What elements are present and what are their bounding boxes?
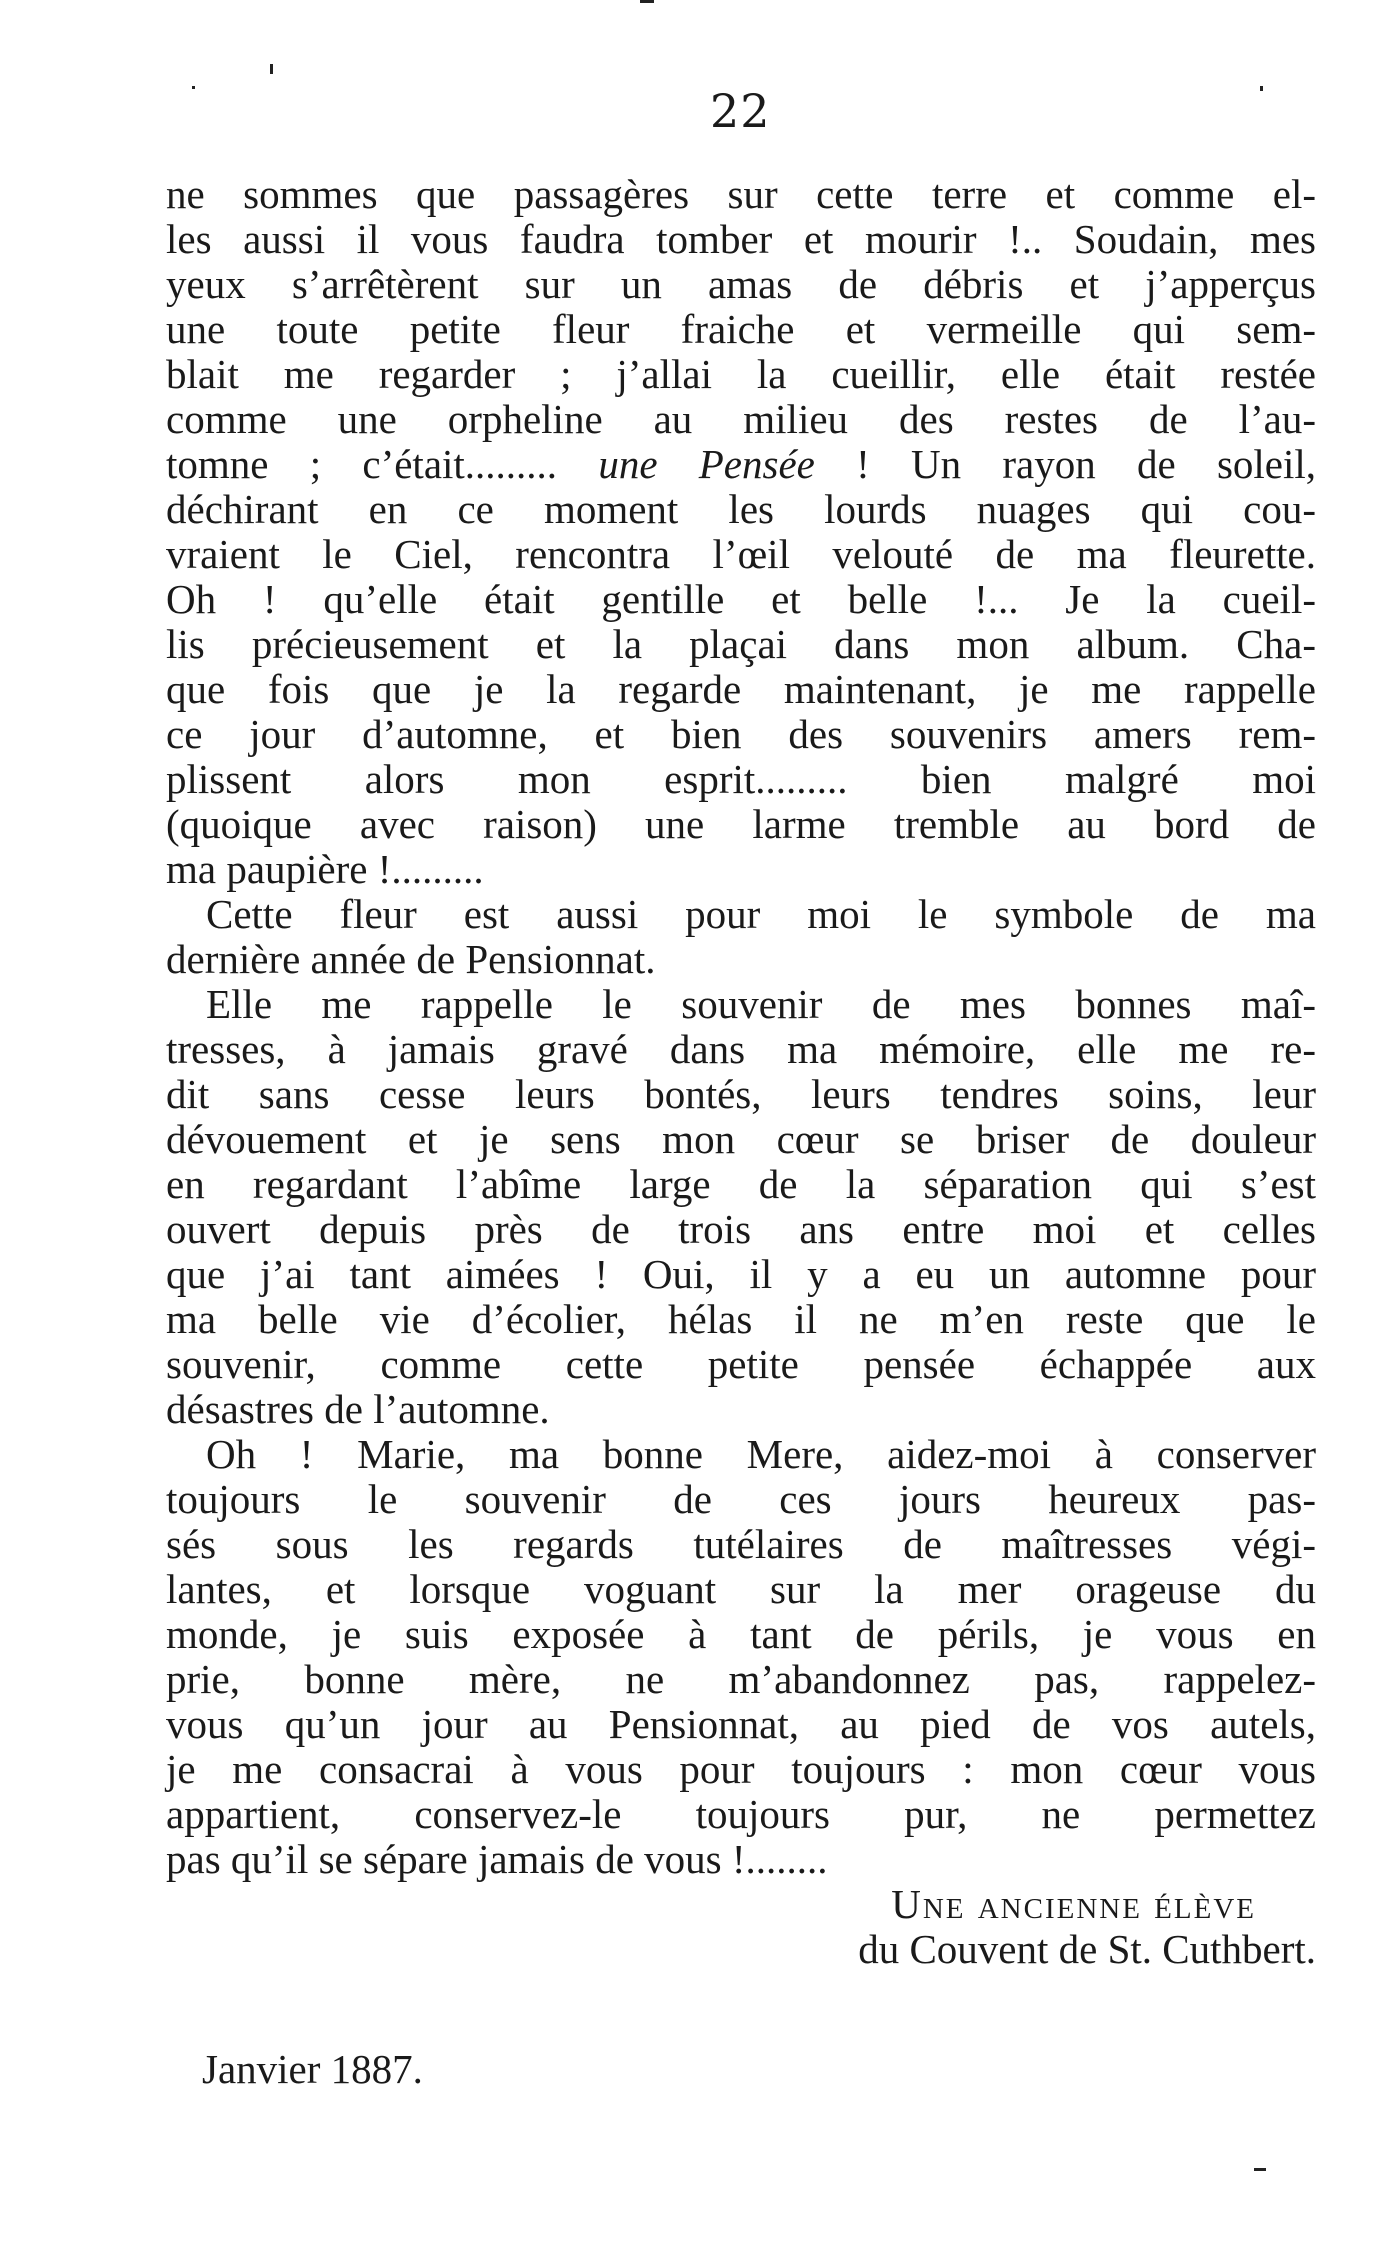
- text-line: pas qu’il se sépare jamais de vous !........: [166, 1836, 828, 1882]
- print-speck: [270, 64, 273, 74]
- text-line: Oh ! Marie, ma bonne Mere, aidez-moi à conserver: [206, 1431, 1316, 1477]
- text-line: je me consacrai à vous pour toujours : mon cœur vous: [166, 1746, 1316, 1792]
- text-line: ne sommes que passagères sur cette terre et comme el-: [166, 171, 1316, 217]
- text-line: les aussi il vous faudra tomber et mourir !.. Soudain, mes: [166, 216, 1316, 262]
- print-speck: [1260, 86, 1263, 91]
- text-line: dit sans cesse leurs bontés, leurs tendres soins, leur: [166, 1071, 1316, 1117]
- text-line: que fois que je la regarde maintenant, je me rappelle: [166, 666, 1316, 712]
- text-line: lantes, et lorsque voguant sur la mer orageuse du: [166, 1566, 1316, 1612]
- signature-author: Une ancienne élève: [891, 1881, 1256, 1927]
- text-line: sés sous les regards tutélaires de maîtresses végi-: [166, 1521, 1316, 1567]
- text-line: Elle me rappelle le souvenir de mes bonnes maî-: [206, 981, 1316, 1027]
- text-line: désastres de l’automne.: [166, 1386, 550, 1432]
- signature-line: [166, 1882, 1316, 1927]
- text-line: plissent alors mon esprit......... bien malgré moi: [166, 756, 1316, 802]
- text-line: (quoique avec raison) une larme tremble au bord de: [166, 801, 1316, 847]
- signature-line: du Couvent de St. Cuthbert.: [858, 1926, 1316, 1972]
- print-speck: [1254, 2168, 1266, 2171]
- text-line: toujours le souvenir de ces jours heureux pas-: [166, 1476, 1316, 1522]
- text-line: que j’ai tant aimées ! Oui, il y a eu un automne pour: [166, 1251, 1316, 1297]
- text-line-with-italic: [166, 442, 1316, 487]
- text-line: prie, bonne mère, ne m’abandonnez pas, rappelez-: [166, 1656, 1316, 1702]
- text-fragment: tomne ; c’était.........: [166, 441, 558, 487]
- text-line: blait me regarder ; j’allai la cueillir, elle était restée: [166, 351, 1316, 397]
- print-speck: [640, 0, 654, 3]
- text-line: vous qu’un jour au Pensionnat, au pied de vos autels,: [166, 1701, 1316, 1747]
- text-line: Oh ! qu’elle était gentille et belle !... Je la cueil-: [166, 576, 1316, 622]
- text-line: souvenir, comme cette petite pensée échappée aux: [166, 1341, 1316, 1387]
- text-line: monde, je suis exposée à tant de périls, je vous en: [166, 1611, 1316, 1657]
- text-line: yeux s’arrêtèrent sur un amas de débris et j’apperçus: [166, 261, 1316, 307]
- text-line: dernière année de Pensionnat.: [166, 936, 656, 982]
- text-fragment: ! Un rayon de soleil,: [856, 441, 1317, 487]
- text-line: ma belle vie d’écolier, hélas il ne m’en reste que le: [166, 1296, 1316, 1342]
- print-speck: [192, 86, 195, 89]
- text-line: comme une orpheline au milieu des restes de l’au-: [166, 396, 1316, 442]
- letter-date: Janvier 1887.: [202, 2046, 423, 2092]
- text-line: déchirant en ce moment les lourds nuages qui cou-: [166, 486, 1316, 532]
- text-line: appartient, conservez-le toujours pur, ne permettez: [166, 1791, 1316, 1837]
- text-line: lis précieusement et la plaçai dans mon album. Cha-: [166, 621, 1316, 667]
- body-text: [166, 172, 1316, 1972]
- page-number: 22: [710, 84, 771, 138]
- text-line: ma paupière !.........: [166, 846, 484, 892]
- text-line: ouvert depuis près de trois ans entre moi et celles: [166, 1206, 1316, 1252]
- text-line: ce jour d’automne, et bien des souvenirs amers rem-: [166, 711, 1316, 757]
- text-line: dévouement et je sens mon cœur se briser de douleur: [166, 1116, 1316, 1162]
- text-line: Cette fleur est aussi pour moi le symbole de ma: [206, 891, 1316, 937]
- text-line: tresses, à jamais gravé dans ma mémoire, elle me re-: [166, 1026, 1316, 1072]
- text-line: une toute petite fleur fraiche et vermeille qui sem-: [166, 306, 1316, 352]
- text-line: en regardant l’abîme large de la séparation qui s’est: [166, 1161, 1316, 1207]
- italic-phrase: une Pensée: [598, 441, 815, 487]
- text-line: vraient le Ciel, rencontra l’œil velouté de ma fleurette.: [166, 531, 1316, 577]
